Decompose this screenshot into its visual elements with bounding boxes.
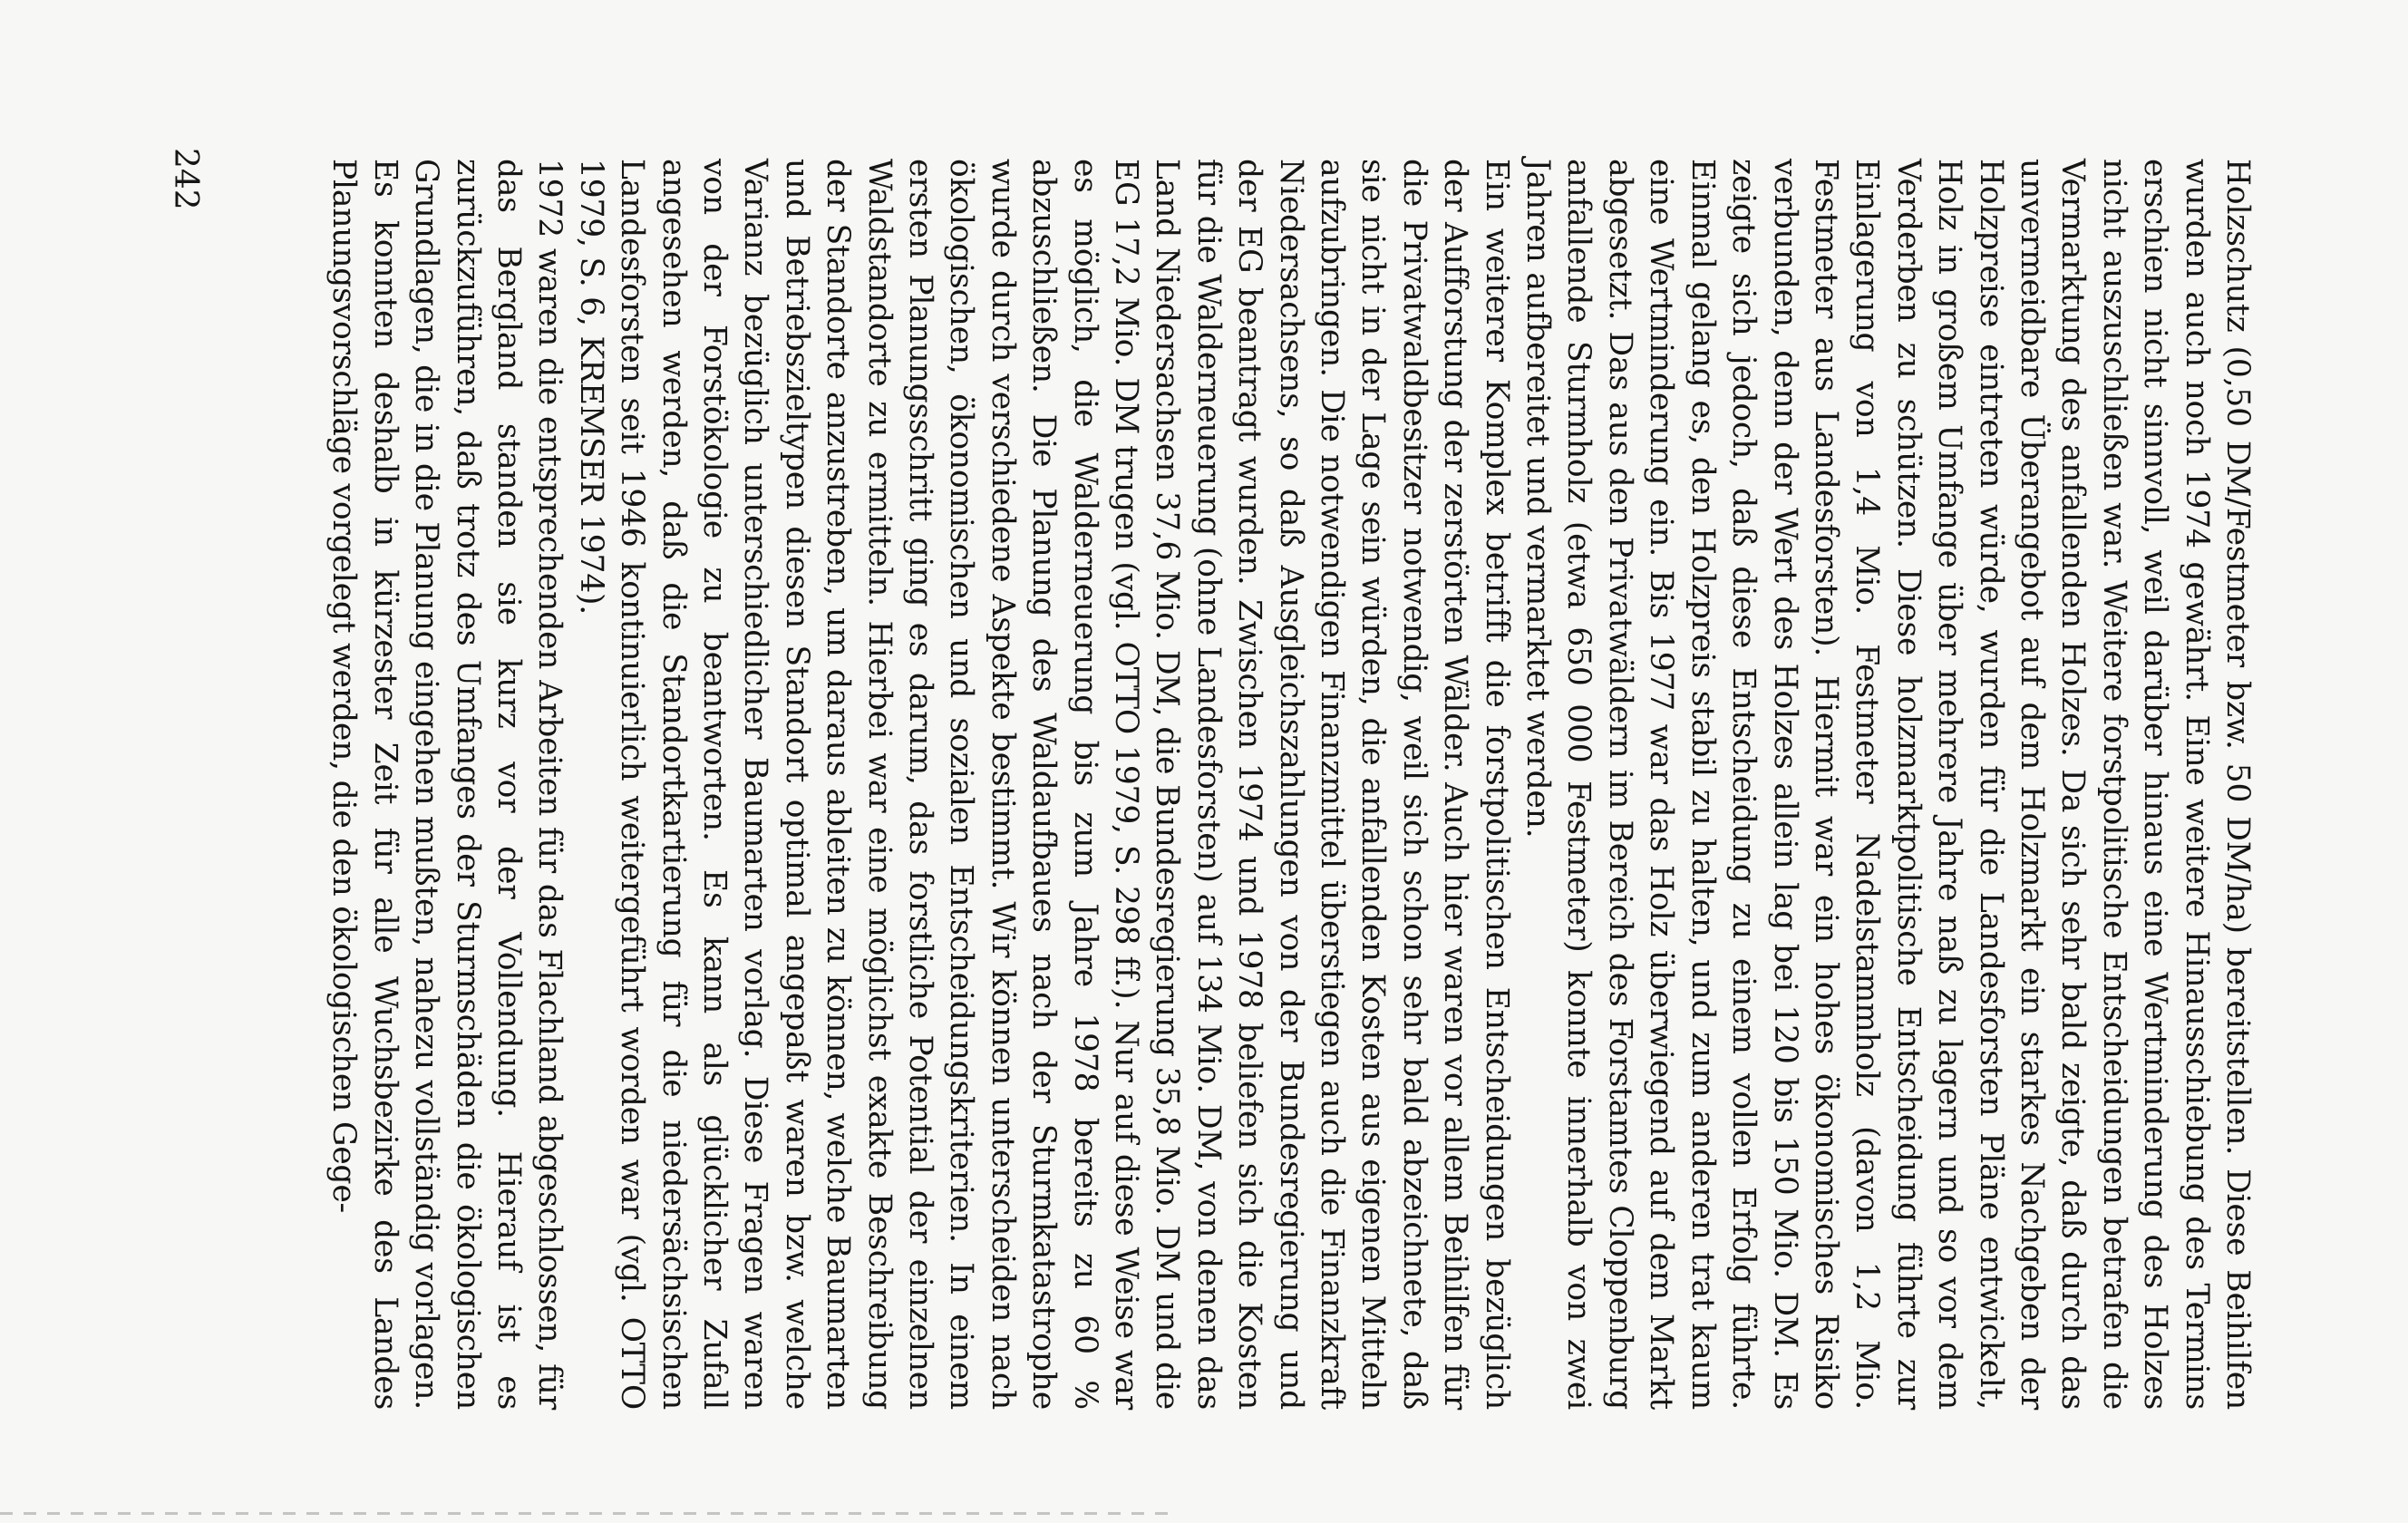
body-text: [323, 159, 2258, 1410]
scan-edge-artifact: [0, 1512, 1179, 1515]
paragraph-1: Holzschutz (0,50 DM/Festmeter bzw. 50 DM/ha) bereitstellen. Diese Beihilfen wurden auch noch 1974 gewährt. Eine weitere Hinausschiebung des Termins erschien nicht sinnvoll, weil darüber hinaus eine Wertminderung des Holzes nicht auszuschließen war. Weitere forstpolitische Entscheidungen betrafen die Vermarktung des anfallenden Holzes. Da sich sehr bald zeigte, daß durch das unvermeidbare Überangebot auf dem Holzmarkt ein starkes Nachgeben der Holzpreise eintreten würde, wurden für die Landesforsten Pläne entwickelt, Holz in großem Umfange über mehrere Jahre naß zu lagern und so vor dem Verderben zu schützen. Diese holzmarktpolitische Entscheidung führte zur Einlagerung von 1,4 Mio. Festmeter Nadelstammholz (davon 1,2 Mio. Festmeter aus Landesforsten). Hiermit war ein hohes ökonomisches Risiko verbunden, denn der Wert des Holzes allein lag bei 120 bis 150 Mio. DM. Es zeigte sich jedoch, daß diese Entscheidung zu einem vollen Erfolg führte. Einmal gelang es, den Holzpreis stabil zu halten, und zum anderen trat kaum eine Wertminderung ein. Bis 1977 war das Holz überwiegend auf dem Markt abgesetzt. Das aus den Privatwäldern im Bereich des Forstamtes Cloppenburg anfallende Sturmholz (etwa 650 000 Festmeter) konnte innerhalb von zwei Jahren aufbereitet und vermarktet werden.: [1520, 159, 2256, 1410]
paragraph-3: 1972 waren die entsprechenden Arbeiten für das Flachland abgeschlossen, für das Bergland standen sie kurz vor der Vollendung. Hierauf ist es zurückzuführen, daß trotz des Umfanges der Sturmschäden die ökologischen Grundlagen, die in die Planung eingehen mußten, nahezu vollständig vorlagen. Es konnten deshalb in kürzester Zeit für alle Wuchsbezirke des Landes Planungsvorschläge vorgelegt werden, die den ökologischen Gege-: [325, 159, 568, 1410]
paragraph-2: Ein weiterer Komplex betrifft die forstpolitischen Entscheidungen bezüglich der Aufforstung der zerstörten Wälder. Auch hier waren vor allem Beihilfen für die Privatwaldbesitzer notwendig, weil sich schon sehr bald abzeichnete, daß sie nicht in der Lage sein würden, die anfallenden Kosten aus eigenen Mitteln aufzubringen. Die notwendigen Finanzmittel überstiegen auch die Finanzkraft Niedersachsens, so daß Ausgleichszahlungen von der Bundesregierung und der EG beantragt wurden. Zwischen 1974 und 1978 beliefen sich die Kosten für die Walderneuerung (ohne Landesforsten) auf 134 Mio. DM, von denen das Land Niedersachsen 37,6 Mio. DM, die Bundesregierung 35,8 Mio. DM und die EG 17,2 Mio. DM trugen (vgl. OTTO 1979, S. 298 ff.). Nur auf diese Weise war es möglich, die Walderneuerung bis zum Jahre 1978 bereits zu 60 % abzuschließen. Die Planung des Waldaufbaues nach der Sturmkatastrophe wurde durch verschiedene Aspekte bestimmt. Wir können unterscheiden nach ökologischen, ökonomischen und sozialen Entscheidungskriterien. In einem ersten Planungsschritt ging es darum, das forstliche Potential der einzelnen Waldstandorte zu ermitteln. Hierbei war eine möglichst exakte Beschreibung der Standorte anzustreben, um daraus ableiten zu können, welche Baumarten und Betriebszieltypen diesen Standort optimal angepaßt waren bzw. welche Varianz bezüglich unterschiedlicher Baumarten vorlag. Diese Fragen waren von der Forstökologie zu beantworten. Es kann als glücklicher Zufall angesehen werden, daß die Standortkartierung für die niedersächsischen Landesforsten seit 1946 kontinuierlich weitergeführt worden war (vgl. OTTO 1979, S. 6, KREMSER 1974).: [572, 159, 1515, 1410]
page-number: 242: [167, 148, 204, 210]
